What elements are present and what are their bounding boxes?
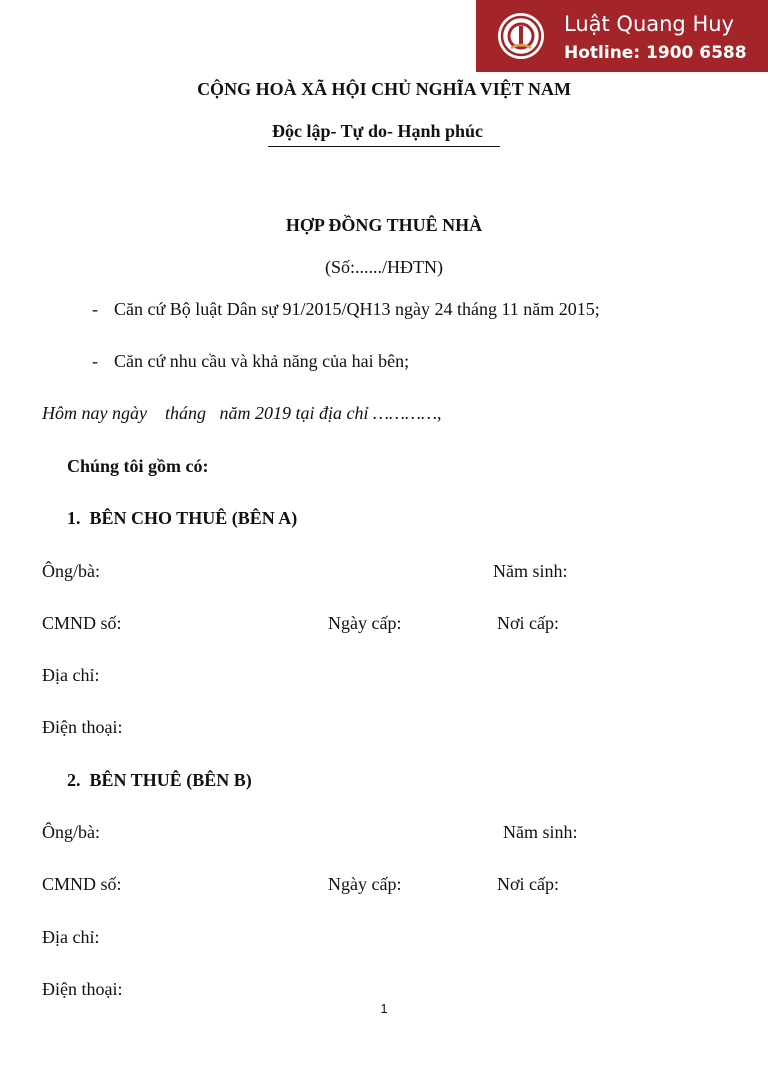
party-b-birth-year-label: Năm sinh:	[503, 822, 578, 842]
law-firm-seal-icon	[497, 12, 545, 60]
party-b-name-label: Ông/bà:	[42, 822, 100, 842]
party-a-phone-label: Điện thoại:	[42, 717, 123, 737]
basis-bullet: -	[92, 351, 98, 371]
basis-mutual-needs: Căn cứ nhu cầu và khả năng của hai bên;	[114, 351, 410, 371]
contract-title: HỢP ĐỒNG THUÊ NHÀ	[285, 215, 483, 235]
party-b-id-label: CMND số:	[42, 874, 122, 894]
date-place-line: Hôm nay ngày tháng năm 2019 tại địa chỉ …………,	[42, 403, 442, 423]
hotline: Hotline: 1900 6588	[564, 43, 747, 63]
logo-banner	[476, 0, 768, 72]
party-a-issue-date-label: Ngày cấp:	[328, 613, 402, 633]
party-a-issue-place-label: Nơi cấp:	[497, 613, 559, 633]
party-a-birth-year-label: Năm sinh:	[493, 561, 568, 581]
party-b-heading: 2. BÊN THUÊ (BÊN B)	[67, 770, 252, 790]
party-b-address-label: Địa chỉ:	[42, 927, 100, 947]
brand-name: Luật Quang Huy	[564, 12, 734, 36]
party-a-id-label: CMND số:	[42, 613, 122, 633]
parties-heading: Chúng tôi gồm có:	[67, 456, 209, 476]
page-number: 1	[380, 1001, 388, 1016]
motto: Độc lập- Tự do- Hạnh phúc	[272, 121, 484, 141]
party-a-heading: 1. BÊN CHO THUÊ (BÊN A)	[67, 508, 298, 528]
party-b-issue-date-label: Ngày cấp:	[328, 874, 402, 894]
basis-civil-code: Căn cứ Bộ luật Dân sự 91/2015/QH13 ngày 24 tháng 11 năm 2015;	[114, 299, 600, 319]
motto-underline	[268, 146, 500, 147]
party-a-name-label: Ông/bà:	[42, 561, 100, 581]
nation-title: CỘNG HOÀ XÃ HỘI CHỦ NGHĨA VIỆT NAM	[197, 79, 571, 99]
basis-bullet: -	[92, 299, 98, 319]
party-b-issue-place-label: Nơi cấp:	[497, 874, 559, 894]
party-b-phone-label: Điện thoại:	[42, 979, 123, 999]
contract-number: (Số:....../HĐTN)	[325, 257, 443, 277]
party-a-address-label: Địa chỉ:	[42, 665, 100, 685]
